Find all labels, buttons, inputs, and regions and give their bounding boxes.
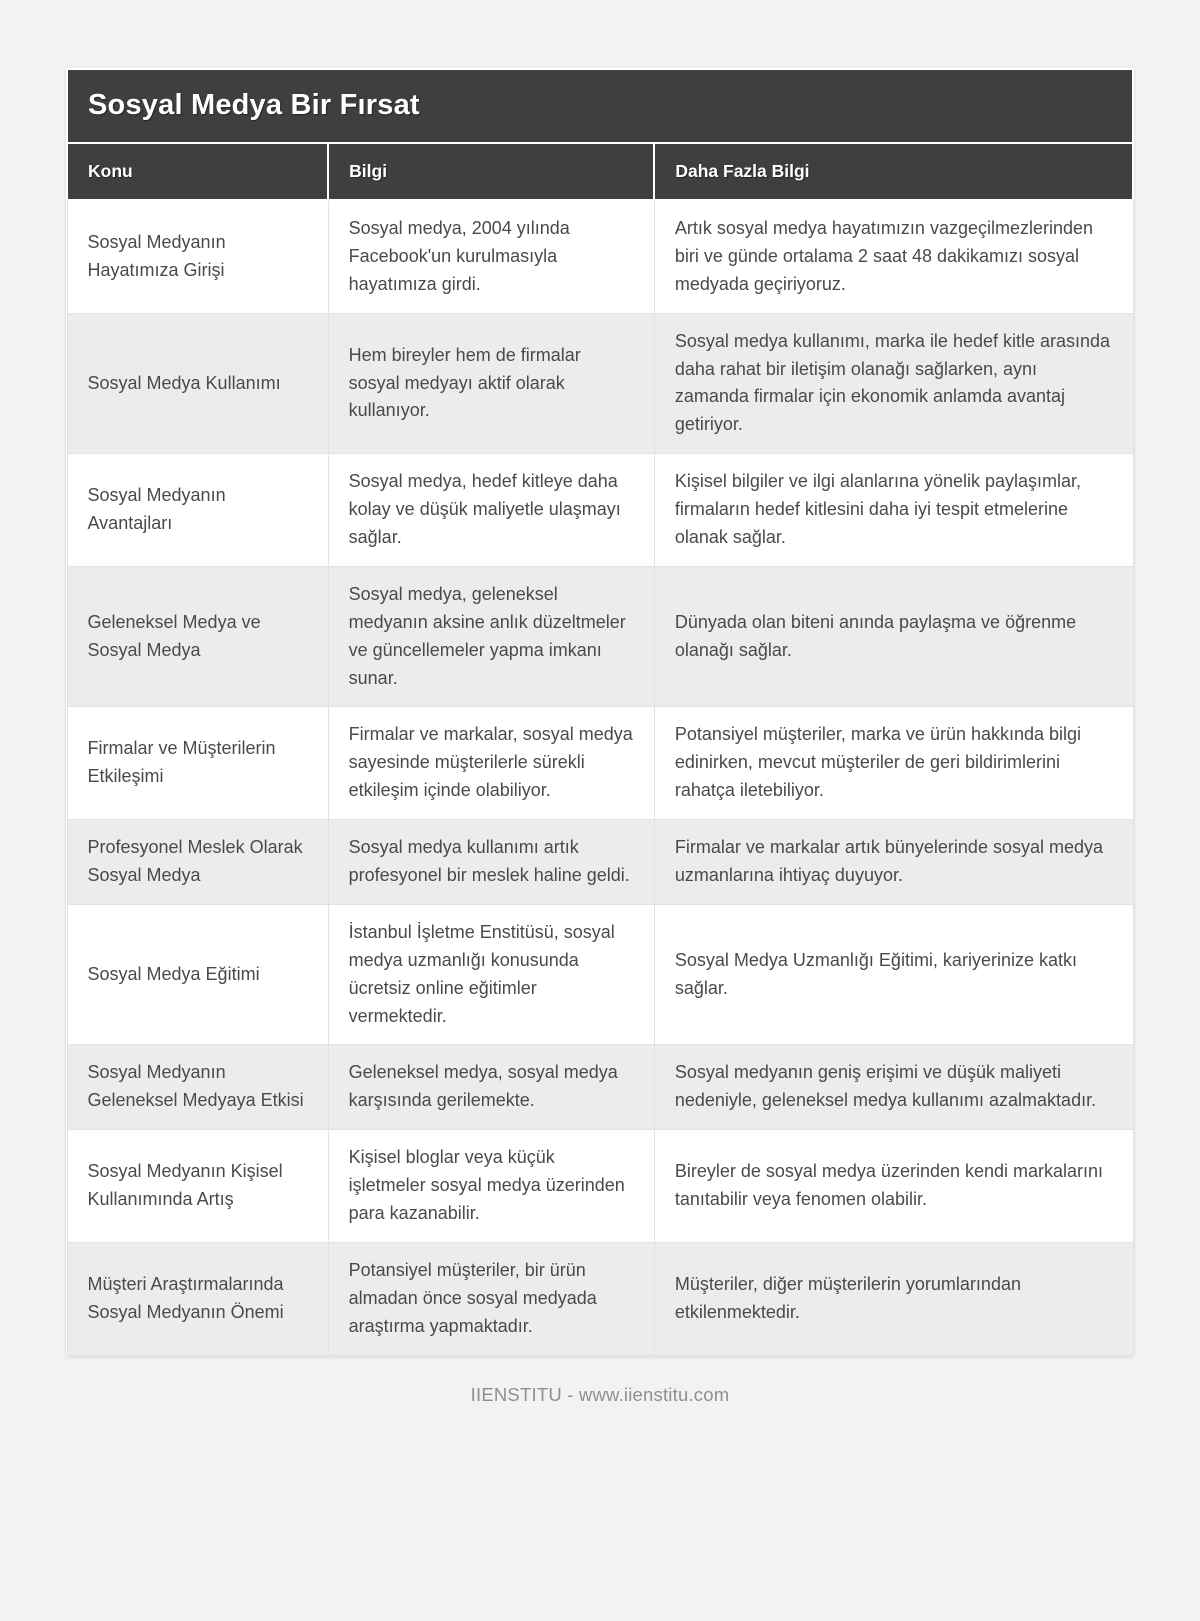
topic-cell: Geleneksel Medya ve Sosyal Medya — [67, 566, 328, 707]
topic-cell: Sosyal Medya Eğitimi — [67, 904, 328, 1045]
more-info-cell: Artık sosyal medya hayatımızın vazgeçilmezlerinden biri ve günde ortalama 2 saat 48 dakikamızı sosyal medyada geçiriyoruz. — [654, 200, 1133, 313]
topic-cell: Firmalar ve Müşterilerin Etkileşimi — [67, 707, 328, 820]
info-cell: Potansiyel müşteriler, bir ürün almadan önce sosyal medyada araştırma yapmaktadır. — [328, 1242, 654, 1355]
topic-cell: Sosyal Medyanın Avantajları — [67, 454, 328, 567]
info-cell: Kişisel bloglar veya küçük işletmeler sosyal medya üzerinden para kazanabilir. — [328, 1130, 654, 1243]
social-media-table-container — [66, 68, 1134, 1356]
topic-cell: Sosyal Medyanın Hayatımıza Girişi — [67, 200, 328, 313]
info-cell: Geleneksel medya, sosyal medya karşısında gerilemekte. — [328, 1045, 654, 1130]
table-row — [67, 904, 1133, 1045]
column-header-row — [67, 143, 1133, 200]
table-row — [67, 454, 1133, 567]
more-info-cell: Sosyal medya kullanımı, marka ile hedef kitle arasında daha rahat bir iletişim olanağı sağlarken, aynı zamanda firmalar için ekonomik anlamda avantaj getiriyor. — [654, 313, 1133, 454]
table-row — [67, 1130, 1133, 1243]
info-cell: Firmalar ve markalar, sosyal medya sayesinde müşterilerle sürekli etkileşim içinde olabiliyor. — [328, 707, 654, 820]
footer-credit: IIENSTITU - www.iienstitu.com — [470, 1383, 730, 1405]
column-header-bilgi: Bilgi — [328, 143, 654, 200]
table-row — [67, 200, 1133, 313]
table-row — [67, 1242, 1133, 1355]
info-cell: Sosyal medya, geleneksel medyanın aksine anlık düzeltmeler ve güncellemeler yapma imkanı sunar. — [328, 566, 654, 707]
more-info-cell: Kişisel bilgiler ve ilgi alanlarına yönelik paylaşımlar, firmaların hedef kitlesini daha iyi tespit etmelerine olanak sağlar. — [654, 454, 1133, 567]
topic-cell: Sosyal Medyanın Kişisel Kullanımında Artış — [67, 1130, 328, 1243]
topic-cell: Sosyal Medya Kullanımı — [67, 313, 328, 454]
more-info-cell: Potansiyel müşteriler, marka ve ürün hakkında bilgi edinirken, mevcut müşteriler de geri bildirimlerini rahatça iletebiliyor. — [654, 707, 1133, 820]
column-header-daha-fazla-bilgi: Daha Fazla Bilgi — [654, 143, 1133, 200]
table-title: Sosyal Medya Bir Fırsat — [67, 69, 1133, 143]
table-row — [67, 566, 1133, 707]
table-body — [67, 200, 1133, 1355]
more-info-cell: Firmalar ve markalar artık bünyelerinde sosyal medya uzmanlarına ihtiyaç duyuyor. — [654, 820, 1133, 905]
table-row — [67, 1045, 1133, 1130]
more-info-cell: Dünyada olan biteni anında paylaşma ve öğrenme olanağı sağlar. — [654, 566, 1133, 707]
info-cell: Sosyal medya, hedef kitleye daha kolay ve düşük maliyetle ulaşmayı sağlar. — [328, 454, 654, 567]
info-cell: Sosyal medya, 2004 yılında Facebook'un kurulmasıyla hayatımıza girdi. — [328, 200, 654, 313]
topic-cell: Müşteri Araştırmalarında Sosyal Medyanın Önemi — [67, 1242, 328, 1355]
more-info-cell: Sosyal Medya Uzmanlığı Eğitimi, kariyerinize katkı sağlar. — [654, 904, 1133, 1045]
info-cell: İstanbul İşletme Enstitüsü, sosyal medya uzmanlığı konusunda ücretsiz online eğitimler vermektedir. — [328, 904, 654, 1045]
social-media-table — [66, 68, 1134, 1356]
more-info-cell: Bireyler de sosyal medya üzerinden kendi markalarını tanıtabilir veya fenomen olabilir. — [654, 1130, 1133, 1243]
column-header-konu: Konu — [67, 143, 328, 200]
topic-cell: Sosyal Medyanın Geleneksel Medyaya Etkisi — [67, 1045, 328, 1130]
topic-cell: Profesyonel Meslek Olarak Sosyal Medya — [67, 820, 328, 905]
table-row — [67, 707, 1133, 820]
more-info-cell: Sosyal medyanın geniş erişimi ve düşük maliyeti nedeniyle, geleneksel medya kullanımı azalmaktadır. — [654, 1045, 1133, 1130]
title-row — [67, 69, 1133, 143]
info-cell: Hem bireyler hem de firmalar sosyal medyayı aktif olarak kullanıyor. — [328, 313, 654, 454]
more-info-cell: Müşteriler, diğer müşterilerin yorumlarından etkilenmektedir. — [654, 1242, 1133, 1355]
table-head — [67, 69, 1133, 200]
table-row — [67, 313, 1133, 454]
info-cell: Sosyal medya kullanımı artık profesyonel bir meslek haline geldi. — [328, 820, 654, 905]
table-row — [67, 820, 1133, 905]
